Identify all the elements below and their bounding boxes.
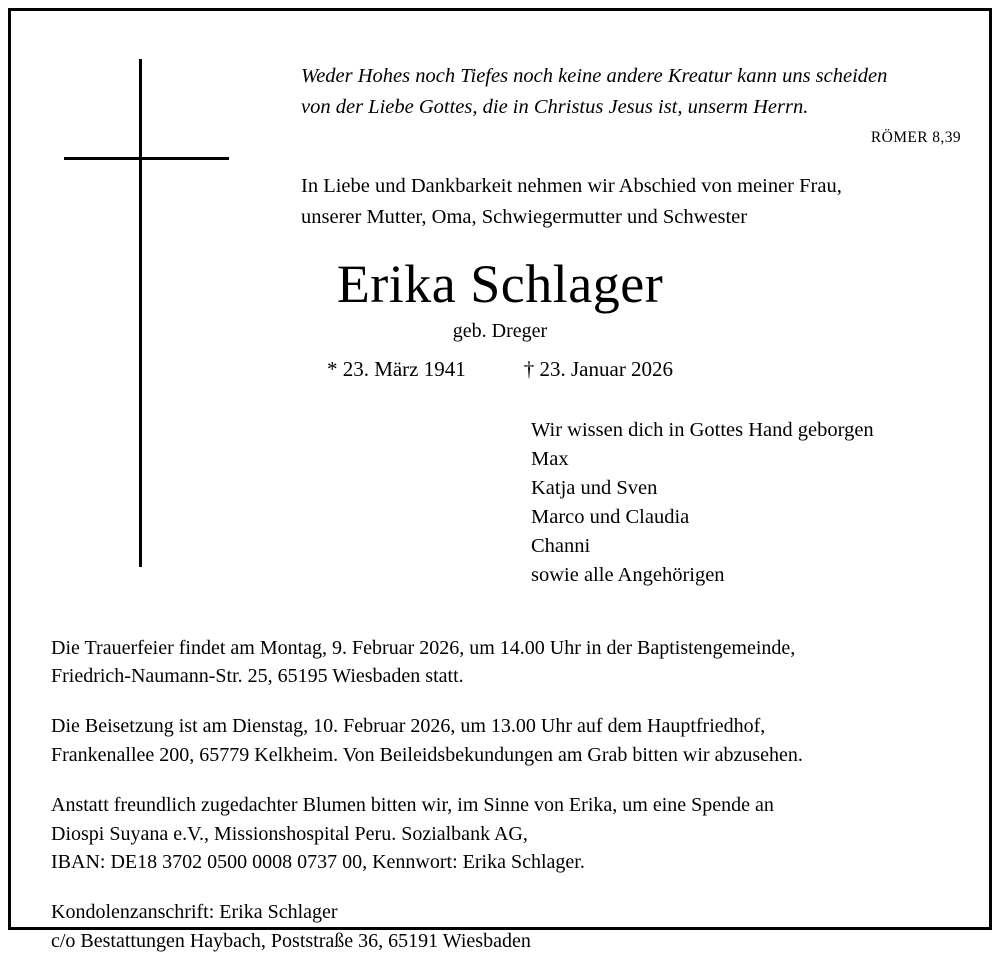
service-details-block [51, 634, 949, 955]
mourner-name: Marco und Claudia [531, 505, 690, 528]
funeral-line-2: Friedrich-Naumann-Str. 25, 65195 Wiesbaden statt. [51, 664, 464, 687]
cross-vertical-bar [139, 59, 142, 567]
verse-reference: RÖMER 8,39 [870, 129, 961, 147]
donation-line-2: Diospi Suyana e.V., Missionshospital Peru. Sozialbank AG, [51, 822, 528, 845]
cross-horizontal-bar [64, 157, 229, 160]
birth-date: * 23. März 1941 [326, 357, 466, 382]
mourner-name: Channi [531, 534, 591, 557]
condolence-address [51, 898, 949, 955]
condolence-line-1: Kondolenzanschrift: Erika Schlager [51, 901, 338, 924]
donation-details [51, 791, 949, 876]
donation-line-3: IBAN: DE18 3702 0500 0008 0737 00, Kennwort: Erika Schlager. [51, 850, 585, 873]
intro-text [301, 171, 961, 233]
death-date: † 23. Januar 2026 [523, 357, 674, 382]
mourner-name: Max [531, 448, 569, 471]
mourners-heading: Wir wissen dich in Gottes Hand geborgen [531, 419, 874, 442]
burial-details [51, 712, 949, 769]
verse-line-1: Weder Hohes noch Tiefes noch keine andere Kreatur kann uns scheiden [301, 65, 888, 87]
burial-line-2: Frankenallee 200, 65779 Kelkheim. Von Beileidsbekundungen am Grab bitten wir abzusehen. [51, 743, 803, 766]
upper-text-block [301, 61, 961, 233]
condolence-line-2: c/o Bestattungen Haybach, Poststraße 36, 65191 Wiesbaden [51, 929, 531, 952]
cross-icon [129, 59, 239, 569]
intro-line-2: unserer Mutter, Oma, Schwiegermutter und Schwester [301, 206, 748, 229]
bible-verse [301, 61, 961, 123]
funeral-line-1: Die Trauerfeier findet am Montag, 9. Februar 2026, um 14.00 Uhr in der Baptistengemeinde, [51, 636, 796, 659]
mourner-name: Katja und Sven [531, 476, 658, 499]
obituary-content [11, 11, 989, 952]
deceased-name: Erika Schlager [336, 253, 664, 314]
funeral-details [51, 634, 949, 691]
donation-line-1: Anstatt freundlich zugedachter Blumen bitten wir, im Sinne von Erika, um eine Spende an [51, 794, 774, 817]
mourner-name: sowie alle Angehörigen [531, 563, 725, 586]
intro-line-1: In Liebe und Dankbarkeit nehmen wir Abschied von meiner Frau, [301, 175, 842, 198]
verse-line-2: von der Liebe Gottes, die in Christus Jesus ist, unserm Herrn. [301, 96, 809, 119]
burial-line-1: Die Beisetzung ist am Dienstag, 10. Februar 2026, um 13.00 Uhr auf dem Hauptfriedhof, [51, 715, 766, 738]
maiden-name: geb. Dreger [452, 320, 548, 343]
mourners-block [531, 416, 949, 589]
